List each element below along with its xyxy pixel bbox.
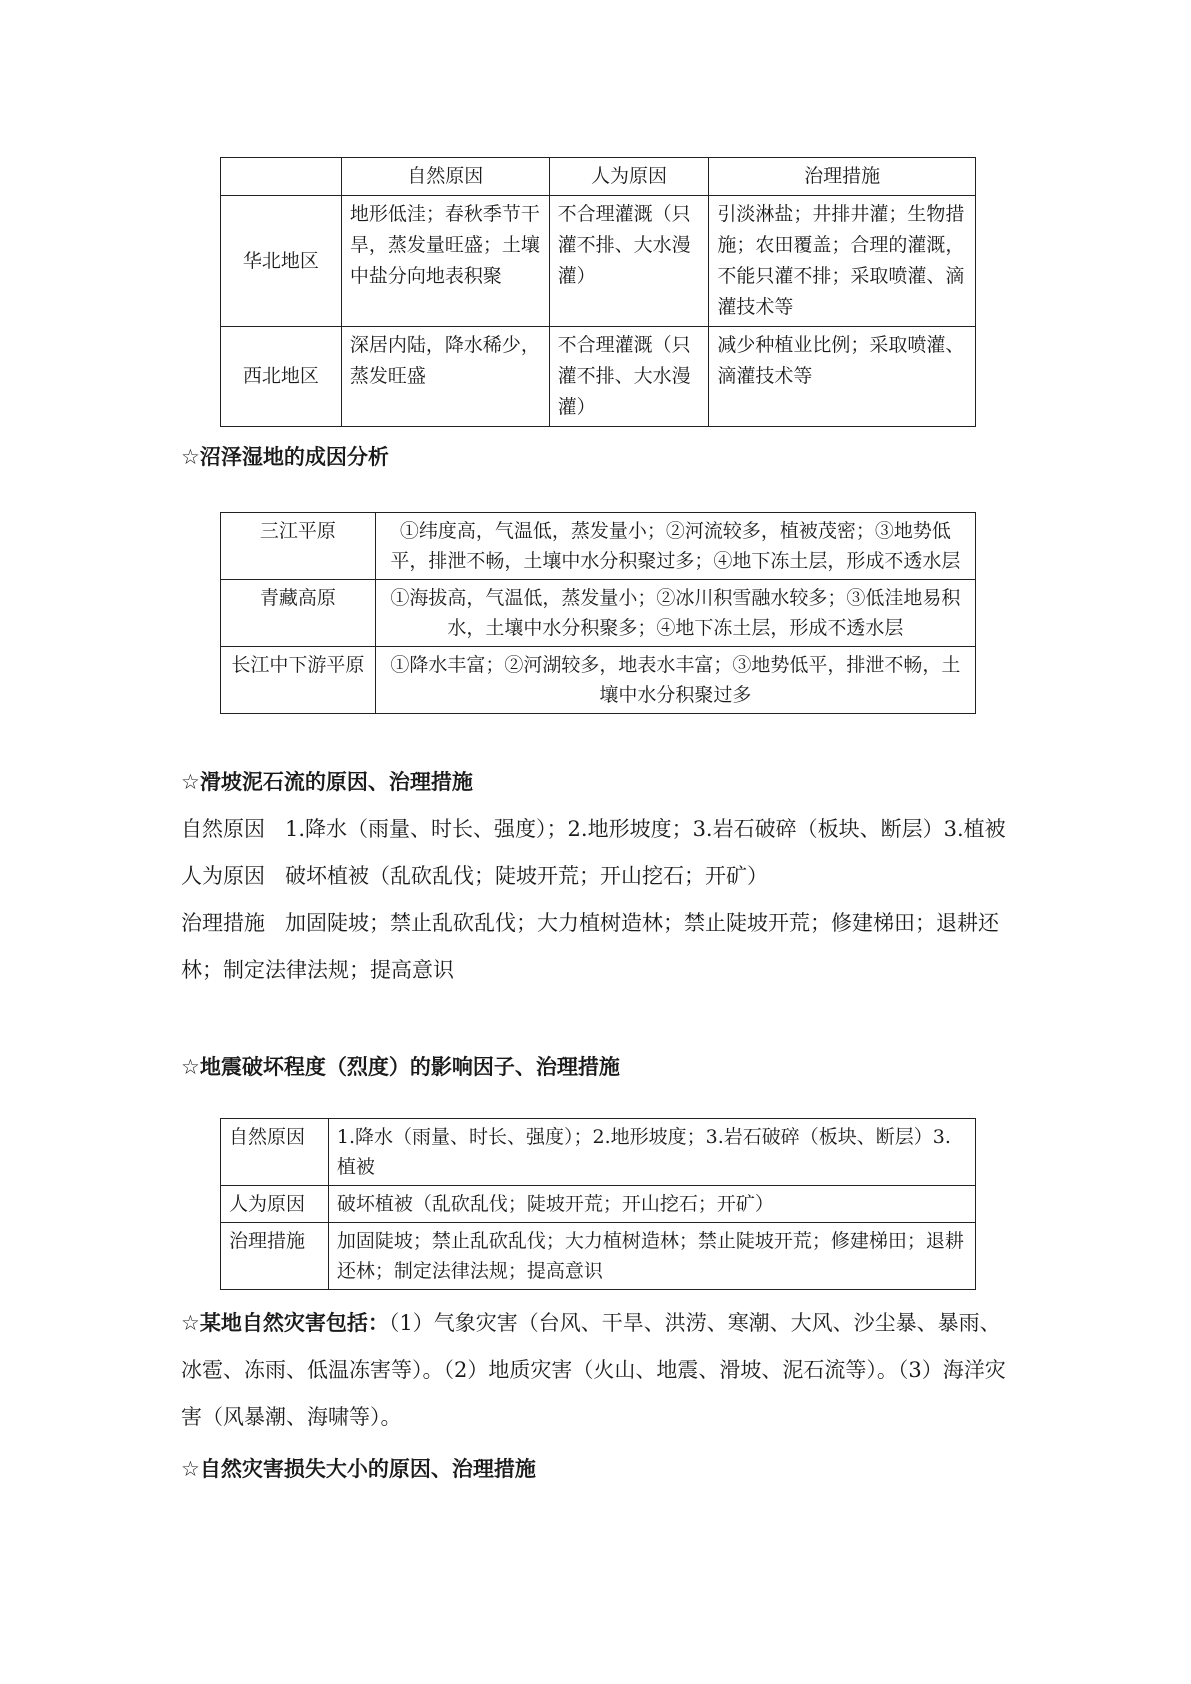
cause-cell: ①海拔高，气温低，蒸发量小；②冰川积雪融水较多；③低洼地易积水，土壤中水分积聚多；④地下冻土层，形成不透水层 [375,580,975,647]
table-row [221,196,976,327]
table-row [221,513,976,580]
content-cell: 加固陡坡；禁止乱砍乱伐；大力植树造林；禁止陡坡开荒；修建梯田；退耕还林；制定法律法规；提高意识 [328,1223,975,1290]
section-heading-earthquake: ☆地震破坏程度（烈度）的影响因子、治理措施 [181,1055,620,1079]
cause-cell: ①降水丰富；②河湖较多，地表水丰富；③地势低平，排泄不畅，土壤中水分积聚过多 [375,647,975,714]
content-cell: 1.降水（雨量、时长、强度）；2.地形坡度；3.岩石破碎（板块、断层）3.植被 [328,1119,975,1186]
section-heading-wetlands: ☆沼泽湿地的成因分析 [181,445,389,469]
region-cell: 三江平原 [221,513,376,580]
landslide-natural [181,806,1021,853]
table-row [221,580,976,647]
natural-cause-cell: 深居内陆，降水稀少，蒸发旺盛 [341,327,549,427]
content-cell: 破坏植被（乱砍乱伐；陡坡开荒；开山挖石；开矿） [328,1186,975,1223]
header-cell-empty [221,158,342,196]
header-cell-human: 人为原因 [549,158,709,196]
landslide-paragraphs [181,806,1021,994]
category-cell: 人为原因 [221,1186,329,1223]
cause-cell: ①纬度高，气温低，蒸发量小；②河流较多，植被茂密；③地势低平，排泄不畅，土壤中水分积聚过多；④地下冻土层，形成不透水层 [375,513,975,580]
header-cell-natural: 自然原因 [341,158,549,196]
landslide-measures [181,900,1021,994]
salinization-table [220,157,976,427]
table-row [221,327,976,427]
section-heading-landslide: ☆滑坡泥石流的原因、治理措施 [181,770,473,794]
section-heading-losses: ☆自然灾害损失大小的原因、治理措施 [181,1457,536,1481]
region-cell: 华北地区 [221,196,342,327]
landslide-human [181,853,1021,900]
wetlands-table [220,512,976,714]
natural-label: 自然原因 [181,817,265,841]
disasters-paragraph [181,1300,1021,1441]
table-row [221,647,976,714]
measures-text: 加固陡坡；禁止乱砍乱伐；大力植树造林；禁止陡坡开荒；修建梯田；退耕还林；制定法律法规；提高意识 [181,911,999,982]
region-cell: 西北地区 [221,327,342,427]
human-cause-cell: 不合理灌溉（只灌不排、大水漫灌） [549,327,709,427]
natural-text: 1.降水（雨量、时长、强度）；2.地形坡度；3.岩石破碎（板块、断层）3.植被 [285,817,1006,841]
measures-cell: 减少种植业比例；采取喷灌、滴灌技术等 [709,327,976,427]
table-row [221,1223,976,1290]
human-label: 人为原因 [181,864,265,888]
table-row [221,1186,976,1223]
table-row [221,1119,976,1186]
natural-cause-cell: 地形低洼；春秋季节干旱，蒸发量旺盛；土壤中盐分向地表积聚 [341,196,549,327]
table-header-row [221,158,976,196]
earthquake-table [220,1118,976,1290]
category-cell: 自然原因 [221,1119,329,1186]
measures-label: 治理措施 [181,911,265,935]
measures-cell: 引淡淋盐；井排井灌；生物措施；农田覆盖；合理的灌溉，不能只灌不排；采取喷灌、滴灌技术等 [709,196,976,327]
region-cell: 长江中下游平原 [221,647,376,714]
disasters-text: （1）气象灾害（台风、干旱、洪涝、寒潮、大风、沙尘暴、暴雨、冰雹、冻雨、低温冻害等）。（2）地质灾害（火山、地震、滑坡、泥石流等）。（3）海洋灾害（风暴潮、海啸等）。 [181,1311,1006,1429]
human-text: 破坏植被（乱砍乱伐；陡坡开荒；开山挖石；开矿） [285,864,768,888]
category-cell: 治理措施 [221,1223,329,1290]
region-cell: 青藏高原 [221,580,376,647]
header-cell-measures: 治理措施 [709,158,976,196]
disasters-label: ☆某地自然灾害包括： [181,1311,389,1335]
human-cause-cell: 不合理灌溉（只灌不排、大水漫灌） [549,196,709,327]
